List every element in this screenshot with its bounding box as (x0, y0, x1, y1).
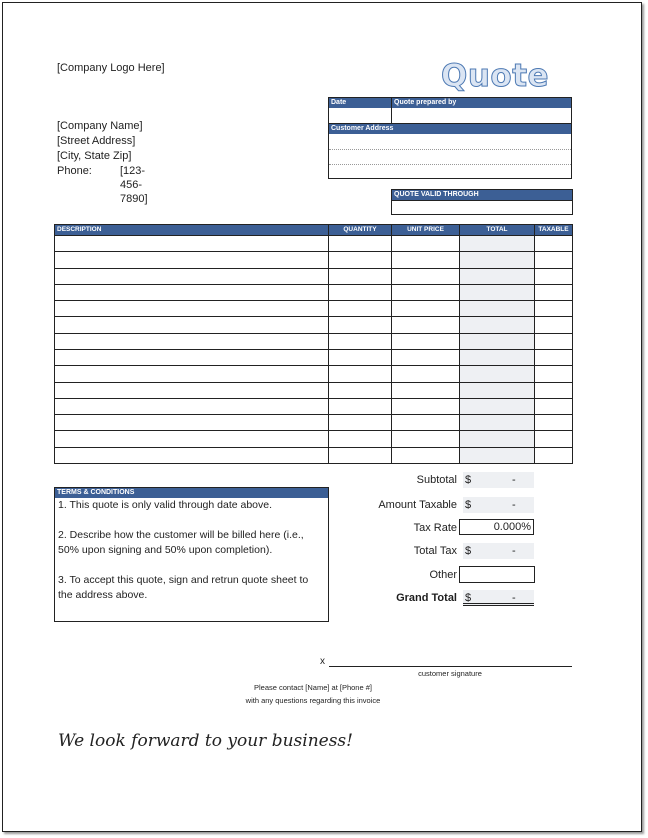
quote-meta-box (328, 97, 572, 179)
subtotal-value-box (463, 472, 534, 488)
other-label: Other (429, 569, 457, 581)
table-row-rule (55, 284, 572, 285)
col-divider (328, 225, 329, 463)
col-divider (534, 225, 535, 463)
table-row-rule (55, 430, 572, 431)
signature-caption: customer signature (418, 669, 482, 678)
amount-taxable-value: - (512, 499, 516, 511)
company-name[interactable]: [Company Name] (57, 120, 143, 132)
phone-label: Phone: (57, 165, 92, 177)
company-logo-placeholder: [Company Logo Here] (57, 62, 165, 74)
date-field[interactable] (329, 108, 391, 123)
table-row-rule (55, 316, 572, 317)
tax-rate-label: Tax Rate (413, 522, 457, 534)
subtotal-value: - (512, 474, 516, 486)
grand-total-currency: $ (465, 592, 472, 604)
table-row-rule (55, 365, 572, 366)
signature-x: x (320, 656, 325, 667)
valid-through-field[interactable] (392, 200, 572, 215)
date-header: Date (329, 98, 391, 108)
tax-rate-value: 0.000% (493, 521, 531, 533)
terms-header: TERMS & CONDITIONS (55, 488, 328, 498)
closing-message: We look forward to your business! (58, 731, 353, 751)
quote-valid-through-box (391, 189, 573, 215)
total-tax-label: Total Tax (413, 545, 457, 557)
table-row-rule (55, 251, 572, 252)
company-city[interactable]: [City, State Zip] (57, 150, 132, 162)
company-phone[interactable]: [123-456-7890] (120, 165, 148, 205)
quote-title: Quote (441, 58, 550, 94)
other-input[interactable] (459, 566, 535, 583)
subtotal-label: Subtotal (416, 474, 457, 486)
grand-total-double-rule (463, 603, 534, 606)
grand-total-label: Grand Total (396, 592, 457, 604)
address-guide-line (329, 164, 571, 165)
contact-line-1: Please contact [Name] at [Phone #] (254, 683, 372, 692)
amount-taxable-currency: $ (465, 499, 472, 511)
subtotal-currency: $ (465, 474, 472, 486)
total-tax-value: - (512, 545, 516, 557)
line-items-table (54, 224, 573, 464)
terms-line[interactable]: 1. This quote is only valid through date above. (58, 499, 273, 511)
address-guide-line (329, 149, 571, 150)
col-unit-price: UNIT PRICE (407, 226, 444, 233)
col-quantity: QUANTITY (343, 226, 377, 233)
contact-line-2: with any questions regarding this invoice (245, 696, 381, 705)
amount-taxable-value-box (463, 497, 534, 513)
table-row-rule (55, 349, 572, 350)
col-divider (391, 225, 392, 463)
table-row-rule (55, 398, 572, 399)
table-row-rule (55, 300, 572, 301)
col-total: TOTAL (486, 226, 508, 233)
table-row-rule (55, 382, 572, 383)
terms-line[interactable]: 3. To accept this quote, sign and retrun quote sheet to the address above. (58, 574, 309, 601)
table-row-rule (55, 447, 572, 448)
col-taxable: TAXABLE (538, 226, 569, 233)
table-row-rule (55, 333, 572, 334)
customer-address-header: Customer Address (329, 124, 571, 134)
table-header-rule (55, 235, 572, 236)
col-divider (459, 225, 460, 463)
company-street[interactable]: [Street Address] (57, 135, 136, 147)
table-row-rule (55, 268, 572, 269)
meta-divider (391, 98, 392, 124)
valid-through-header: QUOTE VALID THROUGH (392, 190, 572, 200)
prepared-by-header: Quote prepared by (392, 98, 571, 108)
total-tax-value-box (463, 543, 534, 559)
company-phone-row (57, 164, 148, 205)
table-row-rule (55, 414, 572, 415)
terms-line[interactable]: 2. Describe how the customer will be billed here (i.e., 50% upon signing and 50% upon completion). (58, 529, 304, 556)
signature-line[interactable] (329, 666, 572, 667)
total-tax-currency: $ (465, 545, 472, 557)
terms-box (54, 487, 329, 622)
prepared-by-field[interactable] (392, 108, 571, 123)
grand-total-value: - (512, 592, 516, 604)
customer-address-field[interactable] (329, 134, 571, 178)
col-description: DESCRIPTION (57, 226, 102, 233)
company-info (57, 119, 148, 205)
amount-taxable-label: Amount Taxable (378, 499, 457, 511)
